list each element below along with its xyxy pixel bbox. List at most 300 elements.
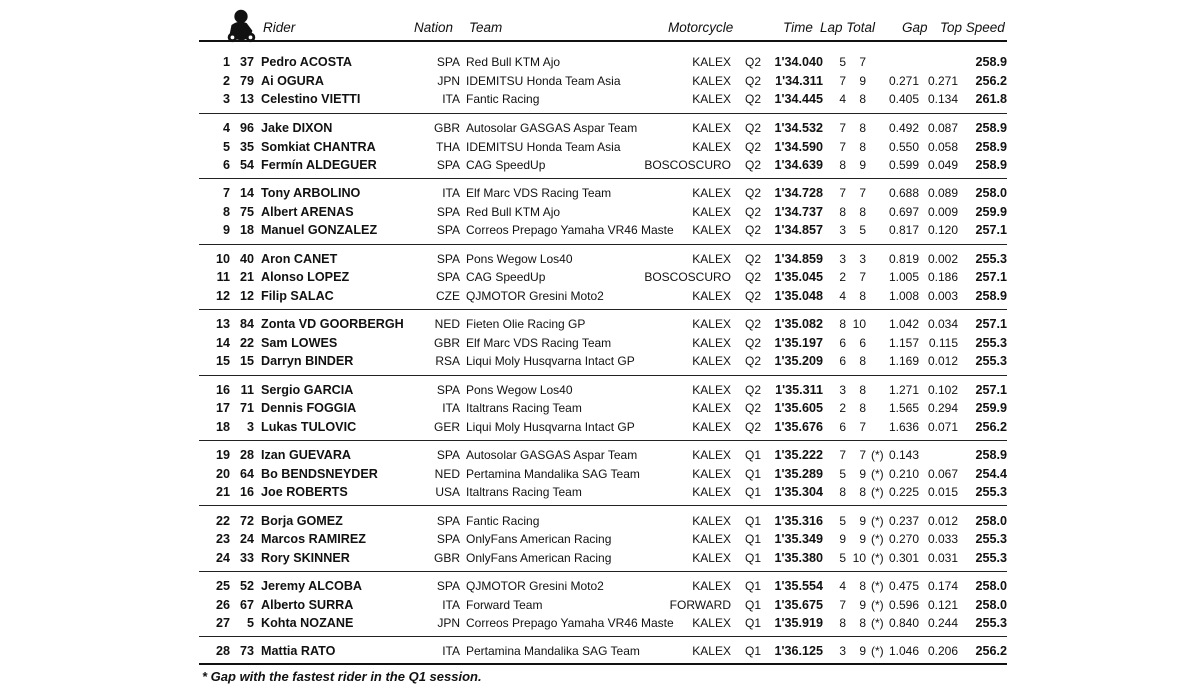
cell-team: QJMOTOR Gresini Moto2 <box>466 289 604 303</box>
cell-moto: FORWARD <box>669 598 731 612</box>
cell-nation: THA <box>436 140 460 154</box>
cell-q1: (*) <box>871 485 884 499</box>
cell-time: 1'35.209 <box>774 354 823 368</box>
cell-session: Q2 <box>745 252 762 266</box>
cell-moto: KALEX <box>692 92 731 106</box>
cell-gap2: 0.049 <box>927 158 958 172</box>
cell-lap: 8 <box>839 485 846 499</box>
cell-gap2: 0.271 <box>927 74 958 88</box>
cell-num: 11 <box>240 383 254 397</box>
cell-rider: Pedro ACOSTA <box>261 55 352 69</box>
cell-gap2: 0.034 <box>927 317 958 331</box>
cell-nation: ITA <box>442 644 460 658</box>
cell-lap: 2 <box>839 401 846 415</box>
cell-lap: 4 <box>839 579 846 593</box>
cell-time: 1'35.304 <box>774 485 823 499</box>
cell-num: 21 <box>239 270 254 284</box>
cell-time: 1'34.859 <box>774 252 823 266</box>
cell-gap1: 1.008 <box>888 289 919 303</box>
cell-lap: 3 <box>839 252 846 266</box>
cell-pos: 28 <box>215 644 230 658</box>
table-row <box>0 287 1200 305</box>
cell-q1: (*) <box>871 448 884 462</box>
cell-pos: 21 <box>215 485 230 499</box>
cell-total: 3 <box>859 252 866 266</box>
group-divider <box>199 571 1007 572</box>
cell-nation: SPA <box>436 383 460 397</box>
cell-total: 10 <box>852 551 866 565</box>
cell-num: 5 <box>246 616 254 630</box>
cell-nation: SPA <box>436 448 460 462</box>
cell-speed: 258.0 <box>975 186 1007 200</box>
table-row <box>0 221 1200 239</box>
cell-gap1: 0.817 <box>888 223 919 237</box>
cell-team: Elf Marc VDS Racing Team <box>466 336 612 350</box>
cell-team: Pertamina Mandalika SAG Team <box>466 467 640 481</box>
cell-nation: GER <box>433 420 460 434</box>
cell-session: Q2 <box>745 55 762 69</box>
cell-nation: SPA <box>436 55 460 69</box>
table-row <box>0 119 1200 137</box>
table-row <box>0 642 1200 660</box>
cell-num: 14 <box>239 186 254 200</box>
cell-team: IDEMITSU Honda Team Asia <box>466 74 621 88</box>
cell-moto: KALEX <box>692 616 731 630</box>
cell-lap: 7 <box>839 74 846 88</box>
header-top-speed: Top Speed <box>940 20 1005 35</box>
cell-gap1: 0.492 <box>888 121 919 135</box>
cell-nation: GBR <box>433 551 460 565</box>
cell-team: Autosolar GASGAS Aspar Team <box>466 121 638 135</box>
cell-pos: 22 <box>215 514 230 528</box>
cell-team: Pons Wegow Los40 <box>466 383 573 397</box>
cell-rider: Lukas TULOVIC <box>261 420 357 434</box>
cell-speed: 259.9 <box>975 401 1007 415</box>
table-row <box>0 418 1200 436</box>
cell-total: 8 <box>859 485 866 499</box>
cell-gap2: 0.012 <box>927 514 958 528</box>
cell-speed: 255.3 <box>975 616 1007 630</box>
cell-rider: Izan GUEVARA <box>261 448 352 462</box>
cell-gap2: 0.087 <box>927 121 958 135</box>
cell-speed: 255.3 <box>975 252 1007 266</box>
cell-rider: Alonso LOPEZ <box>261 270 350 284</box>
cell-rider: Darryn BINDER <box>261 354 354 368</box>
cell-nation: SPA <box>436 158 460 172</box>
cell-pos: 12 <box>215 289 230 303</box>
cell-team: Italtrans Racing Team <box>466 401 582 415</box>
cell-nation: NED <box>434 467 460 481</box>
header-rule <box>199 40 1007 42</box>
cell-moto: KALEX <box>692 121 731 135</box>
cell-pos: 15 <box>215 354 230 368</box>
cell-gap1: 0.271 <box>888 74 919 88</box>
cell-gap1: 0.819 <box>888 252 919 266</box>
cell-num: 75 <box>239 205 254 219</box>
cell-nation: GBR <box>433 336 460 350</box>
cell-gap2: 0.121 <box>927 598 958 612</box>
cell-lap: 6 <box>839 354 846 368</box>
cell-nation: SPA <box>436 223 460 237</box>
cell-pos: 17 <box>215 401 230 415</box>
cell-gap1: 1.157 <box>888 336 919 350</box>
cell-nation: SPA <box>436 270 460 284</box>
cell-speed: 256.2 <box>975 420 1007 434</box>
cell-gap2: 0.102 <box>927 383 958 397</box>
cell-lap: 6 <box>839 420 846 434</box>
table-row <box>0 72 1200 90</box>
cell-time: 1'36.125 <box>774 644 823 658</box>
header-rider: Rider <box>263 20 296 35</box>
cell-moto: KALEX <box>692 551 731 565</box>
cell-nation: ITA <box>442 186 460 200</box>
cell-speed: 261.8 <box>975 92 1007 106</box>
cell-q1: (*) <box>871 532 884 546</box>
header-lap-total: Lap Total <box>820 20 876 35</box>
cell-lap: 7 <box>839 140 846 154</box>
cell-total: 8 <box>859 92 866 106</box>
cell-time: 1'35.197 <box>774 336 823 350</box>
cell-team: OnlyFans American Racing <box>466 551 612 565</box>
cell-session: Q1 <box>745 598 762 612</box>
cell-gap2: 0.134 <box>927 92 958 106</box>
cell-moto: KALEX <box>692 354 731 368</box>
rider-logo-icon <box>222 6 260 44</box>
cell-team: Correos Prepago Yamaha VR46 Maste <box>466 616 674 630</box>
cell-lap: 4 <box>839 289 846 303</box>
cell-session: Q2 <box>745 140 762 154</box>
cell-session: Q1 <box>745 532 762 546</box>
cell-num: 64 <box>239 467 254 481</box>
cell-time: 1'34.728 <box>774 186 823 200</box>
cell-gap2: 0.120 <box>927 223 958 237</box>
cell-lap: 7 <box>839 598 846 612</box>
footnote: * Gap with the fastest rider in the Q1 session. <box>202 669 482 684</box>
cell-pos: 25 <box>215 579 230 593</box>
cell-lap: 3 <box>839 383 846 397</box>
cell-session: Q2 <box>745 186 762 200</box>
cell-session: Q1 <box>745 448 762 462</box>
cell-pos: 6 <box>222 158 230 172</box>
cell-pos: 20 <box>215 467 230 481</box>
table-row <box>0 614 1200 632</box>
cell-session: Q2 <box>745 92 762 106</box>
cell-rider: Bo BENDSNEYDER <box>261 467 378 481</box>
cell-team: Red Bull KTM Ajo <box>466 205 561 219</box>
cell-lap: 7 <box>839 186 846 200</box>
cell-lap: 5 <box>839 551 846 565</box>
cell-rider: Fermín ALDEGUER <box>261 158 377 172</box>
cell-nation: GBR <box>433 121 460 135</box>
cell-rider: Sam LOWES <box>261 336 338 350</box>
cell-rider: Filip SALAC <box>261 289 334 303</box>
cell-moto: KALEX <box>692 223 731 237</box>
cell-time: 1'35.048 <box>774 289 823 303</box>
table-row <box>0 512 1200 530</box>
cell-lap: 7 <box>839 121 846 135</box>
cell-moto: KALEX <box>692 140 731 154</box>
table-row <box>0 483 1200 501</box>
header-team: Team <box>469 20 503 35</box>
cell-num: 22 <box>239 336 254 350</box>
cell-moto: KALEX <box>692 55 731 69</box>
cell-pos: 9 <box>222 223 230 237</box>
table-row <box>0 446 1200 464</box>
cell-time: 1'35.311 <box>775 383 823 397</box>
header-time: Time <box>783 20 813 35</box>
cell-session: Q1 <box>745 514 762 528</box>
cell-session: Q2 <box>745 289 762 303</box>
cell-pos: 11 <box>216 270 230 284</box>
cell-lap: 3 <box>839 223 846 237</box>
cell-gap1: 1.271 <box>888 383 919 397</box>
cell-gap2: 0.294 <box>927 401 958 415</box>
table-row <box>0 184 1200 202</box>
cell-speed: 258.0 <box>975 579 1007 593</box>
cell-time: 1'34.590 <box>774 140 823 154</box>
cell-nation: CZE <box>436 289 460 303</box>
cell-total: 8 <box>859 205 866 219</box>
cell-nation: SPA <box>436 579 460 593</box>
cell-moto: KALEX <box>692 205 731 219</box>
cell-team: Correos Prepago Yamaha VR46 Maste <box>466 223 674 237</box>
cell-num: 71 <box>239 401 254 415</box>
cell-speed: 258.0 <box>975 598 1007 612</box>
cell-gap1: 0.143 <box>888 448 919 462</box>
group-divider <box>199 505 1007 506</box>
cell-gap1: 0.225 <box>888 485 919 499</box>
cell-session: Q1 <box>745 551 762 565</box>
table-row <box>0 138 1200 156</box>
cell-moto: BOSCOSCURO <box>644 158 731 172</box>
cell-pos: 2 <box>222 74 230 88</box>
cell-moto: KALEX <box>692 289 731 303</box>
cell-moto: KALEX <box>692 467 731 481</box>
cell-num: 13 <box>239 92 254 106</box>
cell-lap: 5 <box>839 514 846 528</box>
cell-speed: 258.9 <box>975 121 1007 135</box>
cell-moto: KALEX <box>692 448 731 462</box>
cell-rider: Tony ARBOLINO <box>261 186 361 200</box>
cell-session: Q2 <box>745 420 762 434</box>
cell-total: 9 <box>859 467 866 481</box>
cell-gap1: 1.046 <box>888 644 919 658</box>
table-row <box>0 53 1200 71</box>
cell-gap1: 0.301 <box>888 551 919 565</box>
cell-pos: 16 <box>215 383 230 397</box>
cell-speed: 258.9 <box>975 289 1007 303</box>
cell-q1: (*) <box>871 598 884 612</box>
cell-num: 72 <box>239 514 254 528</box>
cell-gap2: 0.033 <box>927 532 958 546</box>
cell-num: 15 <box>239 354 254 368</box>
cell-session: Q2 <box>745 354 762 368</box>
table-row <box>0 352 1200 370</box>
cell-gap2: 0.031 <box>927 551 958 565</box>
cell-time: 1'35.676 <box>774 420 823 434</box>
cell-nation: JPN <box>437 616 460 630</box>
cell-total: 7 <box>859 186 866 200</box>
table-row <box>0 530 1200 548</box>
cell-rider: Zonta VD GOORBERGH <box>261 317 404 331</box>
cell-time: 1'35.380 <box>774 551 823 565</box>
cell-gap2: 0.174 <box>927 579 958 593</box>
cell-gap2: 0.206 <box>927 644 958 658</box>
cell-moto: KALEX <box>692 252 731 266</box>
header-gap: Gap <box>902 20 928 35</box>
cell-q1: (*) <box>871 579 884 593</box>
cell-total: 8 <box>859 140 866 154</box>
cell-team: Fantic Racing <box>466 514 540 528</box>
cell-gap1: 1.005 <box>888 270 919 284</box>
cell-speed: 255.3 <box>975 532 1007 546</box>
cell-lap: 7 <box>839 448 846 462</box>
cell-num: 24 <box>239 532 254 546</box>
cell-speed: 255.3 <box>975 551 1007 565</box>
cell-time: 1'34.857 <box>774 223 823 237</box>
cell-total: 10 <box>852 317 866 331</box>
cell-pos: 1 <box>222 55 230 69</box>
cell-time: 1'35.605 <box>774 401 823 415</box>
cell-session: Q2 <box>745 270 762 284</box>
cell-gap1: 0.210 <box>888 467 919 481</box>
cell-lap: 8 <box>839 205 846 219</box>
cell-lap: 5 <box>839 55 846 69</box>
cell-speed: 259.9 <box>975 205 1007 219</box>
cell-moto: KALEX <box>692 485 731 499</box>
group-divider <box>199 178 1007 179</box>
cell-nation: SPA <box>436 252 460 266</box>
cell-pos: 27 <box>215 616 230 630</box>
cell-moto: KALEX <box>692 532 731 546</box>
cell-rider: Jake DIXON <box>261 121 333 135</box>
cell-team: Forward Team <box>466 598 543 612</box>
cell-gap2: 0.015 <box>927 485 958 499</box>
cell-speed: 258.9 <box>975 448 1007 462</box>
cell-speed: 258.9 <box>975 140 1007 154</box>
cell-rider: Somkiat CHANTRA <box>261 140 376 154</box>
cell-num: 54 <box>239 158 254 172</box>
cell-rider: Dennis FOGGIA <box>261 401 357 415</box>
cell-session: Q1 <box>745 579 762 593</box>
cell-time: 1'34.311 <box>775 74 823 88</box>
cell-gap2: 0.003 <box>927 289 958 303</box>
cell-nation: SPA <box>436 205 460 219</box>
cell-gap2: 0.186 <box>927 270 958 284</box>
cell-time: 1'34.737 <box>774 205 823 219</box>
cell-session: Q2 <box>745 205 762 219</box>
cell-lap: 6 <box>839 336 846 350</box>
cell-total: 8 <box>859 616 866 630</box>
cell-q1: (*) <box>871 467 884 481</box>
cell-session: Q1 <box>745 616 762 630</box>
table-row <box>0 399 1200 417</box>
cell-moto: KALEX <box>692 644 731 658</box>
group-divider <box>199 309 1007 310</box>
cell-moto: KALEX <box>692 579 731 593</box>
table-row <box>0 268 1200 286</box>
cell-session: Q2 <box>745 121 762 135</box>
cell-gap2: 0.071 <box>927 420 958 434</box>
cell-num: 79 <box>239 74 254 88</box>
cell-team: Pons Wegow Los40 <box>466 252 573 266</box>
cell-num: 33 <box>239 551 254 565</box>
cell-gap1: 1.565 <box>888 401 919 415</box>
cell-gap2: 0.115 <box>928 336 958 350</box>
cell-total: 8 <box>859 383 866 397</box>
cell-team: Liqui Moly Husqvarna Intact GP <box>466 354 635 368</box>
cell-total: 8 <box>859 354 866 368</box>
cell-session: Q2 <box>745 336 762 350</box>
cell-moto: KALEX <box>692 420 731 434</box>
cell-speed: 257.1 <box>975 383 1007 397</box>
cell-moto: KALEX <box>692 401 731 415</box>
cell-rider: Borja GOMEZ <box>261 514 343 528</box>
table-row <box>0 465 1200 483</box>
cell-time: 1'35.082 <box>774 317 823 331</box>
cell-num: 84 <box>239 317 254 331</box>
cell-total: 5 <box>859 223 866 237</box>
cell-nation: RSA <box>435 354 460 368</box>
cell-speed: 258.9 <box>975 158 1007 172</box>
cell-total: 9 <box>859 598 866 612</box>
cell-rider: Ai OGURA <box>261 74 324 88</box>
cell-total: 8 <box>859 401 866 415</box>
cell-moto: KALEX <box>692 383 731 397</box>
cell-gap1: 0.475 <box>888 579 919 593</box>
cell-time: 1'35.349 <box>774 532 823 546</box>
cell-moto: KALEX <box>692 74 731 88</box>
cell-rider: Aron CANET <box>261 252 338 266</box>
table-row <box>0 381 1200 399</box>
cell-lap: 4 <box>839 92 846 106</box>
cell-speed: 254.4 <box>975 467 1007 481</box>
cell-total: 9 <box>859 644 866 658</box>
table-row <box>0 549 1200 567</box>
cell-speed: 258.9 <box>975 55 1007 69</box>
cell-gap1: 0.237 <box>888 514 919 528</box>
cell-session: Q1 <box>745 485 762 499</box>
cell-total: 7 <box>859 448 866 462</box>
cell-nation: SPA <box>436 532 460 546</box>
cell-lap: 5 <box>839 467 846 481</box>
cell-gap1: 0.599 <box>888 158 919 172</box>
cell-moto: KALEX <box>692 186 731 200</box>
cell-gap2: 0.002 <box>927 252 958 266</box>
cell-lap: 2 <box>839 270 846 284</box>
table-row <box>0 250 1200 268</box>
cell-time: 1'35.316 <box>774 514 823 528</box>
cell-rider: Marcos RAMIREZ <box>261 532 366 546</box>
cell-total: 6 <box>859 336 866 350</box>
cell-team: CAG SpeedUp <box>466 158 546 172</box>
cell-total: 9 <box>859 514 866 528</box>
cell-lap: 8 <box>839 158 846 172</box>
group-divider <box>199 440 1007 441</box>
cell-speed: 257.1 <box>975 223 1007 237</box>
cell-team: QJMOTOR Gresini Moto2 <box>466 579 604 593</box>
cell-pos: 13 <box>215 317 230 331</box>
cell-gap2: 0.067 <box>927 467 958 481</box>
cell-gap1: 0.697 <box>888 205 919 219</box>
cell-time: 1'35.675 <box>774 598 823 612</box>
cell-speed: 256.2 <box>975 644 1007 658</box>
cell-rider: Celestino VIETTI <box>261 92 361 106</box>
cell-num: 3 <box>246 420 254 434</box>
cell-gap2: 0.244 <box>927 616 958 630</box>
cell-rider: Rory SKINNER <box>261 551 350 565</box>
header-nation: Nation <box>414 20 454 35</box>
